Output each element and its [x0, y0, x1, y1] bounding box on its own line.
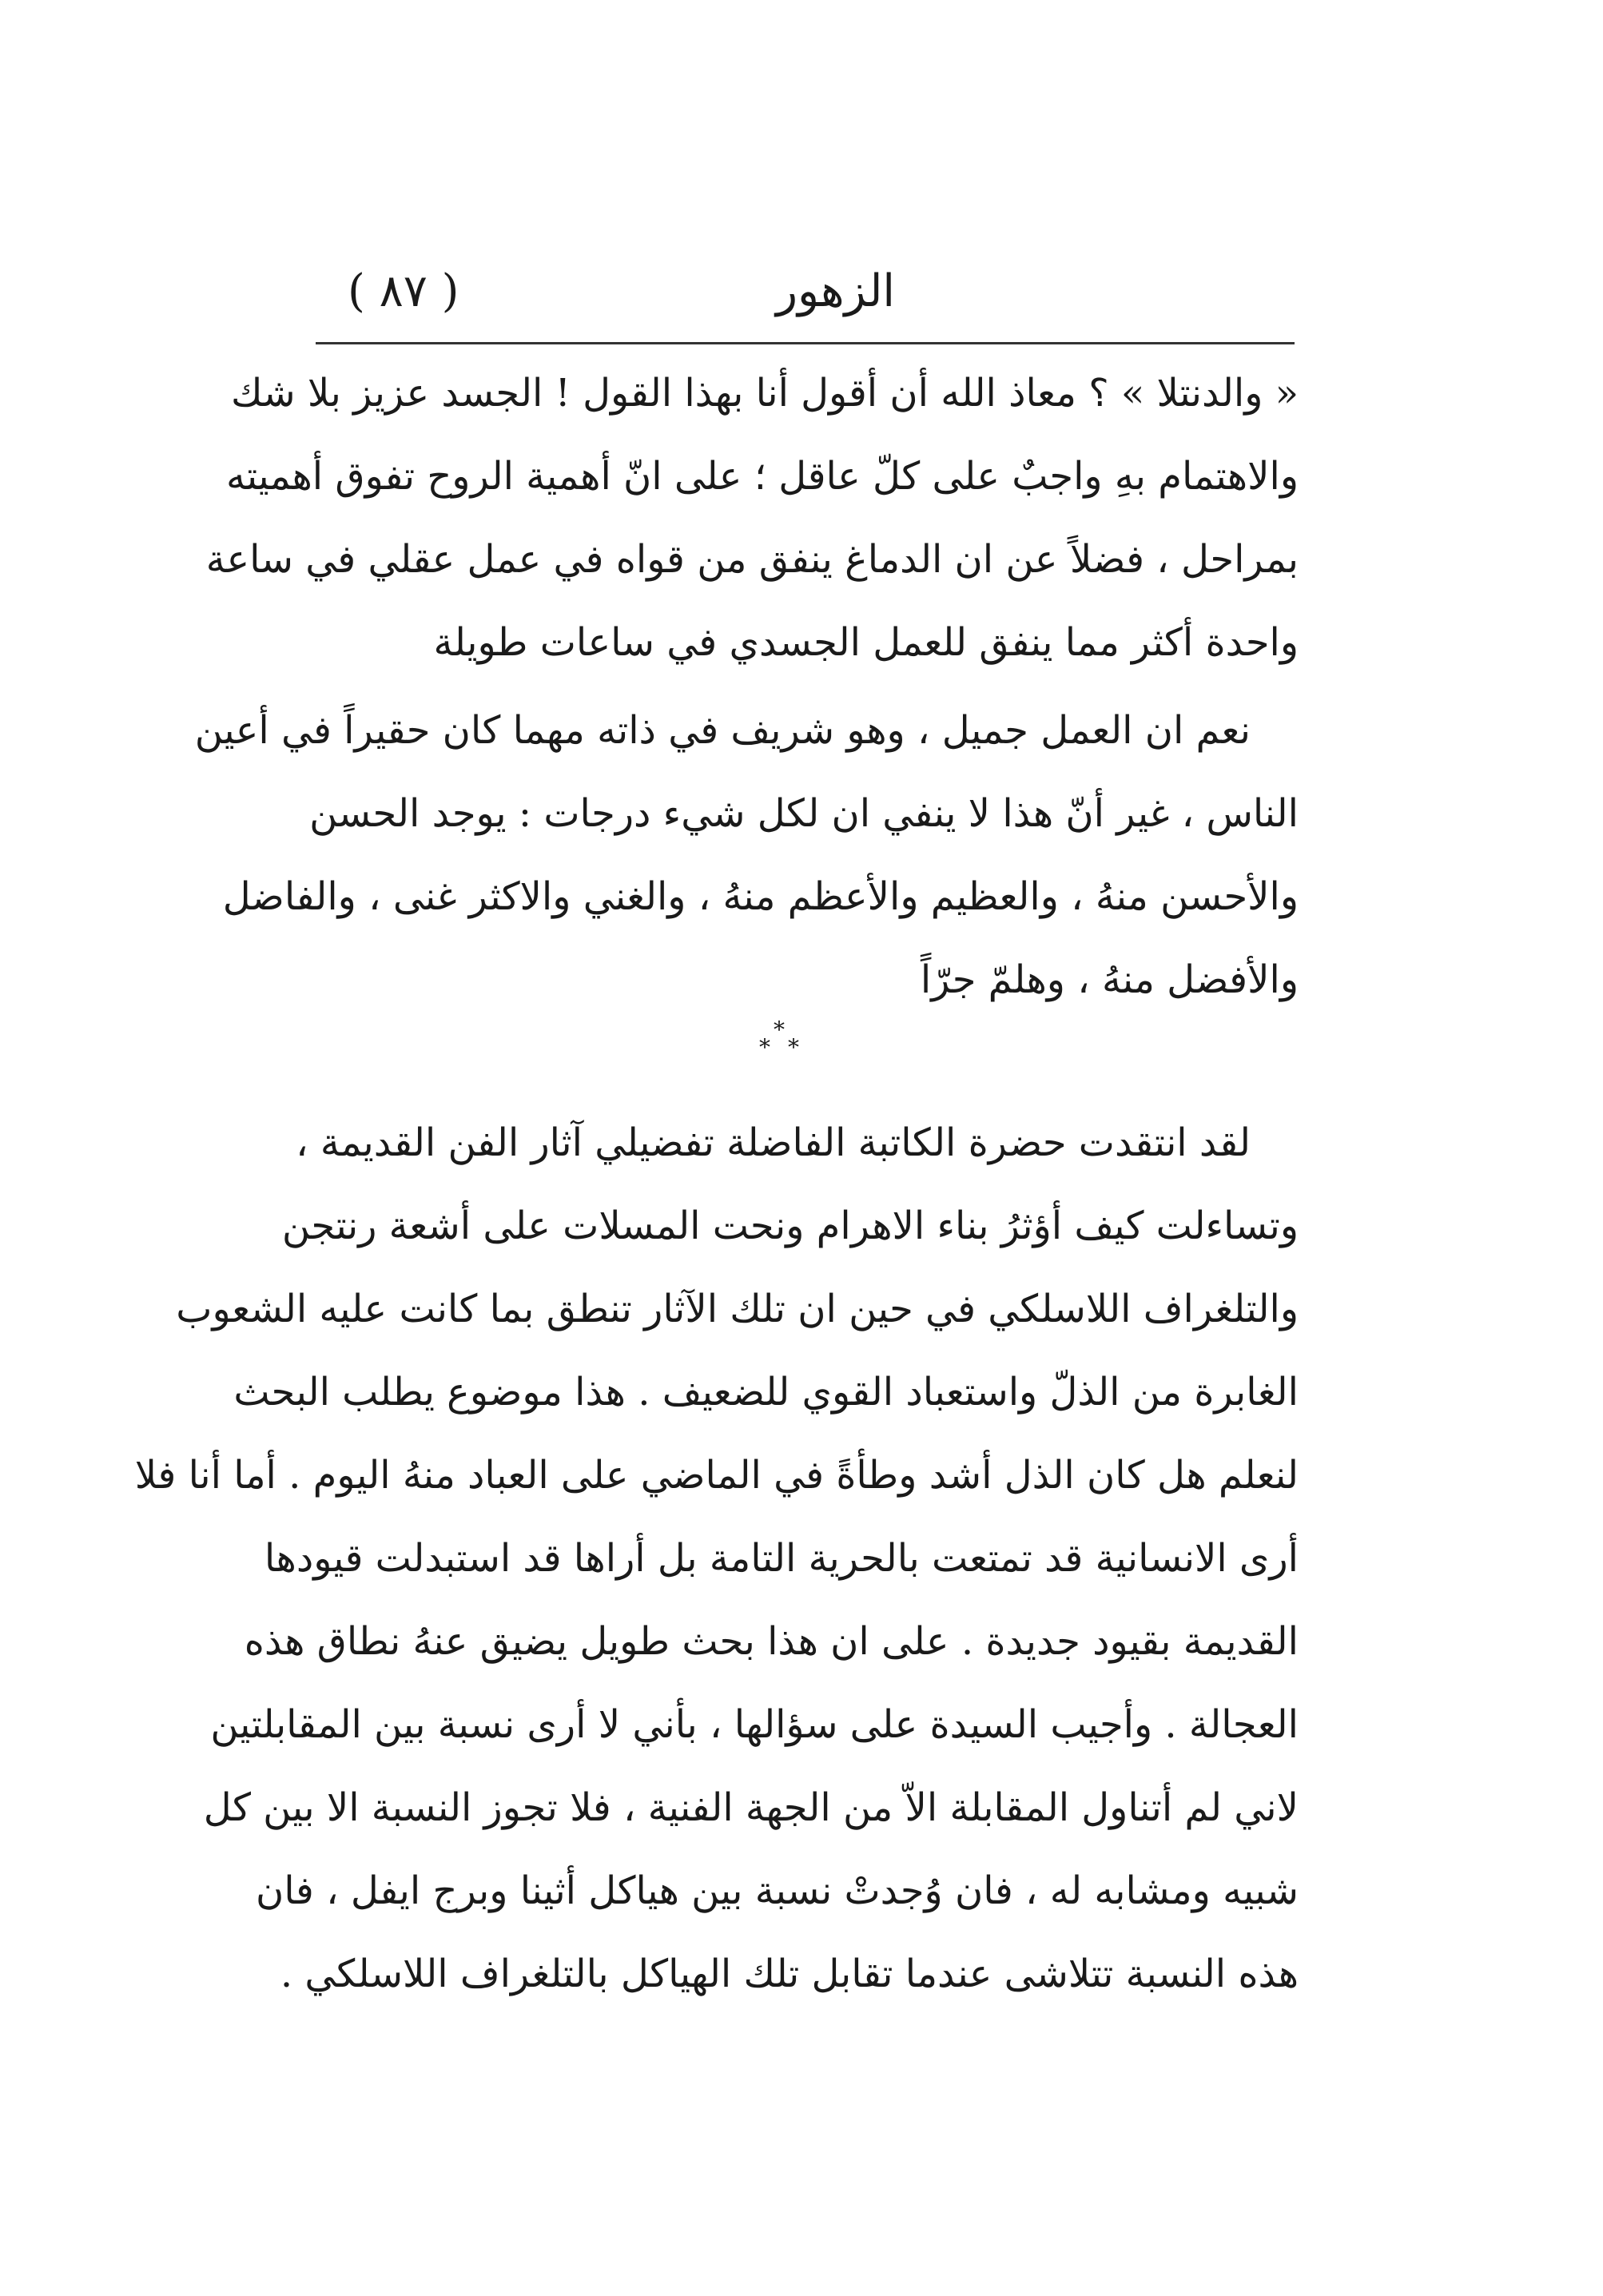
separator-asterisk: *: [788, 1034, 799, 1060]
text-line: بمراحل ، فضلاً عن ان الدماغ ينفق من قواه في عمل عقلي في ساعة: [205, 537, 1299, 582]
text-line: العجالة . وأجيب السيدة على سؤالها ، بأني لا أرى نسبة بين المقابلتين: [210, 1702, 1299, 1747]
text-line: واحدة أكثر مما ينفق للعمل الجسدي في ساعات طويلة: [433, 620, 1299, 665]
running-header: [316, 256, 1295, 336]
section-separator: [751, 1019, 815, 1067]
text-line: شبيه ومشابه له ، فان وُجدتْ نسبة بين هياكل أثينا وبرج ايفل ، فان: [256, 1868, 1299, 1913]
text-line: لاني لم أتناول المقابلة الاّ من الجهة الفنية ، فلا تجوز النسبة الا بين كل: [203, 1785, 1299, 1830]
text-line: أرى الانسانية قد تمتعت بالحرية التامة بل أراها قد استبدلت قيودها: [264, 1536, 1299, 1581]
page-number: ( ٨٧ ): [348, 265, 459, 317]
text-line: الغابرة من الذلّ واستعباد القوي للضعيف . هذا موضوع يطلب البحث: [233, 1370, 1299, 1415]
text-line: لنعلم هل كان الذل أشد وطأةً في الماضي على العباد منهُ اليوم . أما أنا فلا: [134, 1453, 1299, 1498]
text-line: هذه النسبة تتلاشى عندما تقابل تلك الهياكل بالتلغراف اللاسلكي .: [280, 1952, 1299, 1996]
running-title: الزهور: [775, 265, 895, 317]
text-line: والأحسن منهُ ، والعظيم والأعظم منهُ ، والغني والاكثر غنى ، والفاضل: [222, 874, 1299, 919]
header-rule: [316, 342, 1295, 344]
text-line: « والدنتلا » ؟ معاذ الله أن أقول أنا بهذا القول ! الجسد عزيز بلا شك: [230, 371, 1299, 416]
separator-asterisk: *: [759, 1034, 770, 1060]
text-line: والاهتمام بهِ واجبٌ على كلّ عاقل ؛ على انّ أهمية الروح تفوق أهميته: [226, 454, 1299, 499]
text-line: لقد انتقدت حضرة الكاتبة الفاضلة تفضيلي آثار الفن القديمة ،: [296, 1120, 1251, 1165]
text-line: وتساءلت كيف أؤثرُ بناء الاهرام ونحت المسلات على أشعة رنتجن: [281, 1204, 1299, 1248]
text-line: والأفضل منهُ ، وهلمّ جرّاً: [920, 957, 1299, 1002]
text-line: نعم ان العمل جميل ، وهو شريف في ذاته مهما كان حقيراً في أعين: [194, 708, 1251, 753]
paragraph-2: [194, 689, 1299, 1021]
separator-asterisk: *: [774, 1017, 785, 1043]
text-line: الناس ، غير أنّ هذا لا ينفي ان لكل شيء درجات : يوجد الحسن: [309, 791, 1299, 836]
text-line: والتلغراف اللاسلكي في حين ان تلك الآثار تنطق بما كانت عليه الشعوب: [176, 1287, 1299, 1331]
text-line: القديمة بقيود جديدة . على ان هذا بحث طويل يضيق عنهُ نطاق هذه: [244, 1619, 1299, 1664]
paragraph-1: [205, 352, 1299, 684]
paragraph-3: [134, 1101, 1299, 2015]
